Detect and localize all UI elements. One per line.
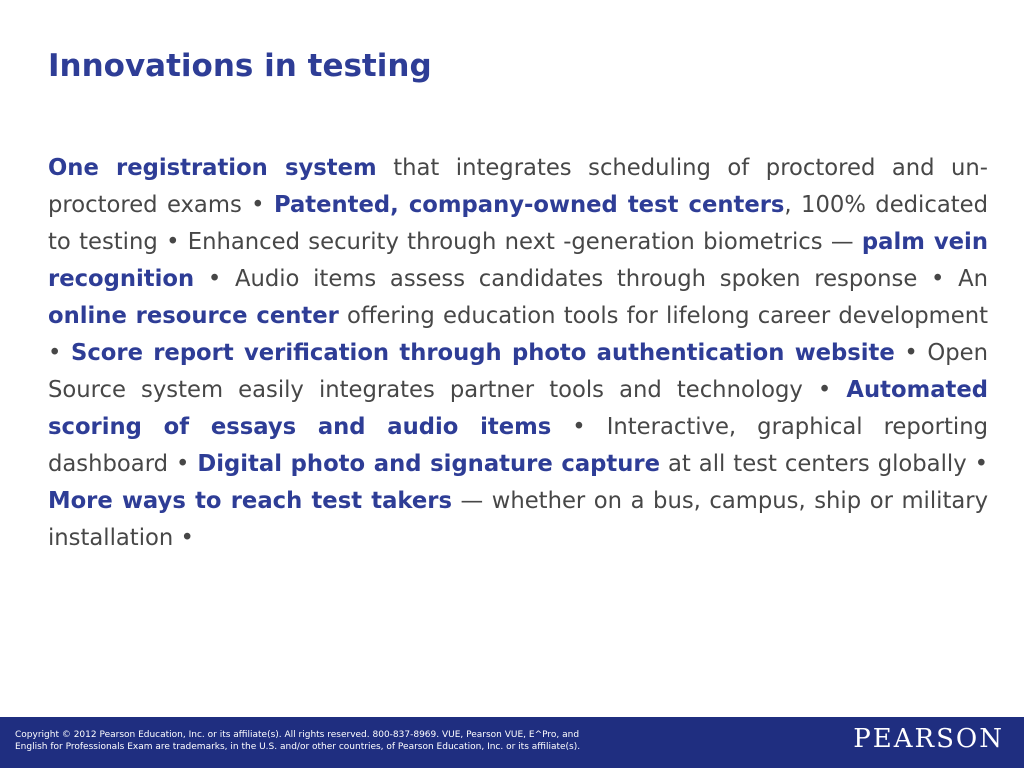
body-paragraph [48,150,988,557]
highlight-score-report: Score report verification through photo authentication website [71,340,895,366]
footer-bar [0,717,1024,768]
highlight-resource-center: online resource center [48,303,339,329]
copyright-line-2: English for Professionals Exam are trademarks, in the U.S. and/or other countries, of Pearson Education, Inc. or its affiliate(s). [15,742,581,752]
pearson-logo: PEARSON [853,724,1004,754]
body-text-segment: • Audio items assess candidates through spoken response • An [194,266,988,292]
body-text-segment: • Interactive, graphical reporting dashboard • [48,414,988,477]
body-text-segment: , 100% dedicated to testing • Enhanced security through next -generation biometrics — [48,192,988,255]
body-text-segment: — whether on a bus, campus, ship or military installation • [48,488,989,551]
copyright-line-1: Copyright © 2012 Pearson Education, Inc. or its affiliate(s). All rights reserved. 800-837-8969. VUE, Pearson VUE, E^Pro, and [15,730,580,740]
body-text-segment: at all test centers globally • [659,451,989,477]
highlight-registration-system: One registration system [48,155,377,181]
highlight-reach-test-takers: More ways to reach test takers [48,488,452,514]
body-text-segment: offering education tools for lifelong career development • [48,303,988,366]
highlight-test-centers: Patented, company-owned test centers [273,192,785,218]
highlight-photo-signature: Digital photo and signature capture [197,451,660,477]
slide-title: Innovations in testing [48,48,432,84]
highlight-automated-scoring: Automated scoring of essays and audio items [48,377,988,440]
body-text-segment: that integrates scheduling of proctored and un-proctored exams • [48,155,988,218]
copyright-notice [15,729,695,753]
body-text-segment: • Open Source system easily integrates partner tools and technology • [48,340,988,403]
highlight-palm-vein: palm vein recognition [48,229,988,292]
